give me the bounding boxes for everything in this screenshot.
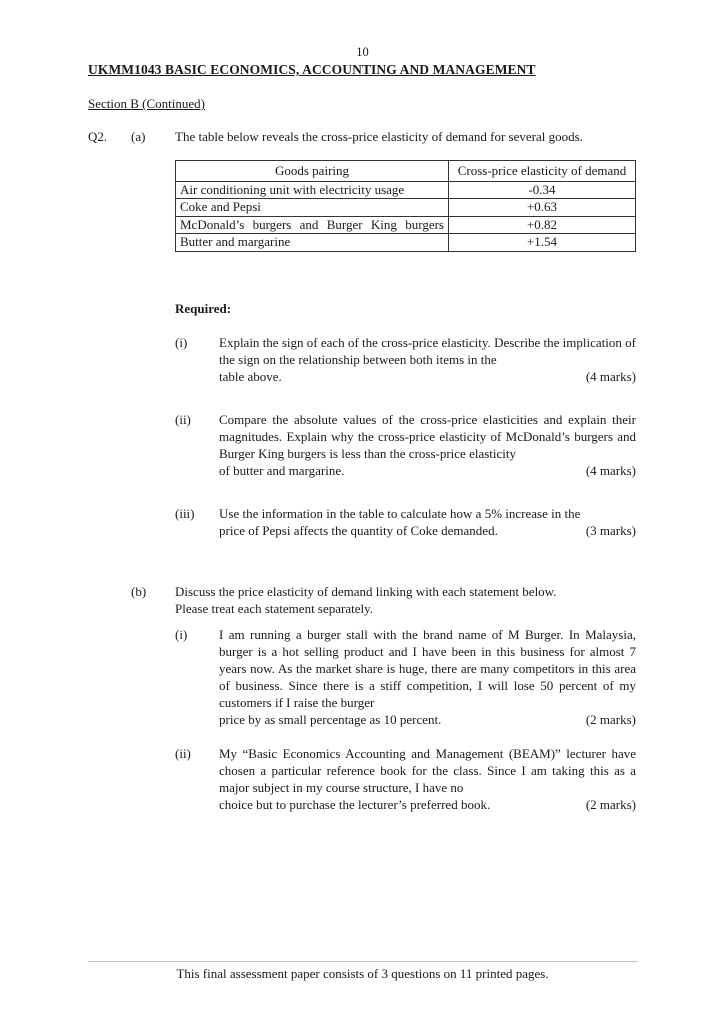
question-text [219, 411, 636, 479]
table-row [176, 199, 636, 217]
question-body: Explain the sign of each of the cross-price elasticity. Describe the implication of the sign on the relationship between both items in the [219, 335, 636, 367]
marks: (4 marks) [585, 463, 636, 478]
required-label: Required: [175, 301, 232, 316]
item-label: (i) [175, 627, 188, 642]
marks: (2 marks) [585, 797, 636, 812]
part-a-label: (a) [131, 129, 146, 144]
question-body: Use the information in the table to calculate how a 5% increase in the [219, 506, 581, 521]
question-text [219, 505, 636, 539]
question-number: Q2. [88, 129, 108, 144]
footer-text: This final assessment paper consists of 3 questions on 11 printed pages. [176, 966, 549, 981]
goods-cell: Butter and margarine [176, 234, 449, 252]
item-label: (iii) [175, 506, 195, 521]
question-last-line: price of Pepsi affects the quantity of Coke demanded. [219, 523, 498, 538]
elasticity-value-cell: +0.63 [449, 199, 636, 217]
goods-cell: McDonald’s burgers and Burger King burgers [176, 216, 449, 234]
page-number: 10 [356, 45, 369, 59]
item-label: (ii) [175, 412, 191, 427]
elasticity-value-cell: +0.82 [449, 216, 636, 234]
table-row [176, 181, 636, 199]
statement-text [219, 745, 636, 813]
elasticity-table [175, 160, 636, 252]
marks: (3 marks) [585, 523, 636, 538]
goods-cell: Coke and Pepsi [176, 199, 449, 217]
goods-cell: Air conditioning unit with electricity usage [176, 181, 449, 199]
table-header-row [176, 161, 636, 182]
part-a-intro: The table below reveals the cross-price elasticity of demand for several goods. [175, 129, 583, 144]
part-b-intro [175, 583, 556, 617]
item-label: (ii) [175, 746, 191, 761]
question-last-line: table above. [219, 369, 282, 384]
marks: (4 marks) [585, 369, 636, 384]
statement-body: I am running a burger stall with the brand name of M Burger. In Malaysia, burger is a hot selling product and I have been in this business for almost 7 years now. As the market share is huge, there are many competitors in this area of business. Since there is a stiff competition, I will lose 50 percent of my customers if I raise the burger [219, 627, 636, 710]
table-row [176, 234, 636, 252]
marks: (2 marks) [585, 712, 636, 727]
table-row [176, 216, 636, 234]
part-b-intro-line: Discuss the price elasticity of demand linking with each statement below. [175, 584, 557, 599]
statement-body: My “Basic Economics Accounting and Management (BEAM)” lecturer have chosen a particular reference book for the class. Since I am taking this as a major subject in my course structure, I have no [219, 746, 636, 795]
course-title: UKMM1043 BASIC ECONOMICS, ACCOUNTING AND MANAGEMENT [88, 62, 536, 77]
question-text [219, 334, 636, 385]
elasticity-value-cell: +1.54 [449, 234, 636, 252]
question-last-line: of butter and margarine. [219, 463, 345, 478]
part-b-label: (b) [131, 584, 147, 599]
elasticity-value-cell: -0.34 [449, 181, 636, 199]
statement-last-line: price by as small percentage as 10 percent. [219, 712, 442, 727]
header-goods-pairing: Goods pairing [176, 161, 449, 182]
part-b-intro-line: Please treat each statement separately. [175, 601, 374, 616]
item-label: (i) [175, 335, 188, 350]
header-cross-price-elasticity: Cross-price elasticity of demand [449, 161, 636, 182]
statement-text [219, 626, 636, 728]
section-heading: Section B (Continued) [88, 96, 205, 111]
statement-last-line: choice but to purchase the lecturer’s preferred book. [219, 797, 491, 812]
footer-divider [88, 961, 638, 962]
question-body: Compare the absolute values of the cross-price elasticities and explain their magnitudes. Explain why the cross-price elasticity of McDonald’s burgers and Burger King burgers is less than the cross-price elasticity [219, 412, 636, 461]
